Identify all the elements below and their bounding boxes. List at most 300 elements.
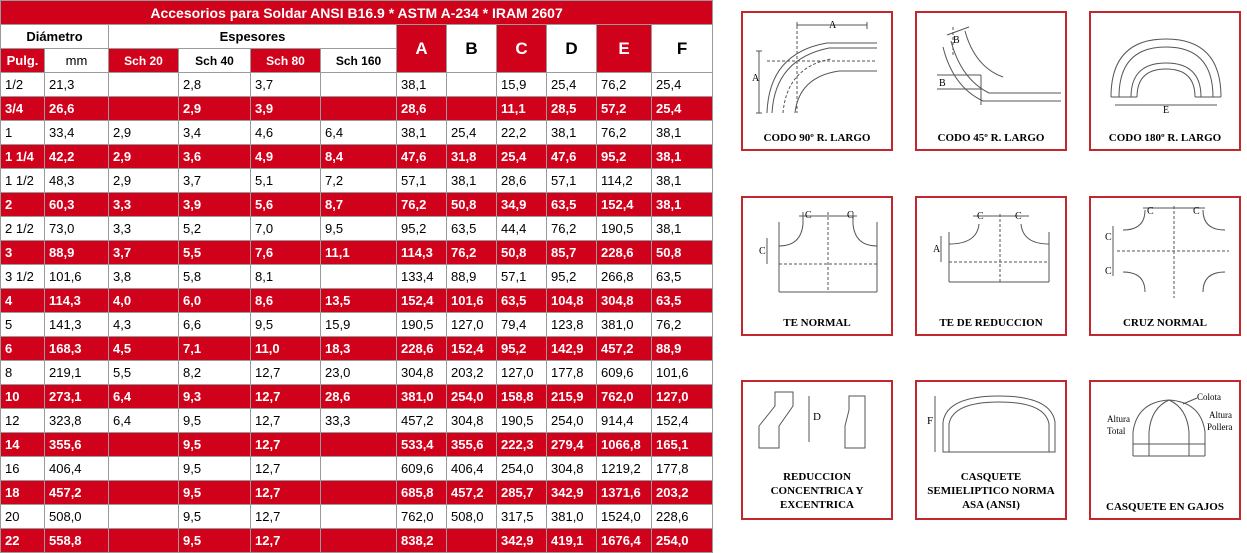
cell-sch20: [109, 505, 179, 529]
cell-d: 304,8: [547, 457, 597, 481]
cell-a: 47,6: [397, 145, 447, 169]
cell-f: 152,4: [652, 409, 713, 433]
label-altura-right: Altura: [1209, 410, 1232, 420]
cell-e: 381,0: [597, 313, 652, 337]
cell-sch160: 9,5: [321, 217, 397, 241]
cell-b: 63,5: [447, 217, 497, 241]
cell-e: 76,2: [597, 73, 652, 97]
cell-sch160: [321, 97, 397, 121]
cell-pulg: 3/4: [1, 97, 45, 121]
table-row: [1, 73, 713, 97]
header-espesores: Espesores: [109, 25, 397, 49]
cell-e: 609,6: [597, 361, 652, 385]
elbow-45-diagram: [923, 17, 1061, 117]
cell-b: [447, 529, 497, 553]
cell-pulg: 22: [1, 529, 45, 553]
cell-sch20: [109, 433, 179, 457]
cell-d: 38,1: [547, 121, 597, 145]
cell-mm: 101,6: [45, 265, 109, 289]
table-row: [1, 529, 713, 553]
cell-d: 63,5: [547, 193, 597, 217]
cell-c: 34,9: [497, 193, 547, 217]
cell-b: 38,1: [447, 169, 497, 193]
cell-b: 88,9: [447, 265, 497, 289]
cell-sch80: 12,7: [251, 529, 321, 553]
header-c: C: [497, 25, 547, 73]
cell-c: 190,5: [497, 409, 547, 433]
cell-sch80: 4,9: [251, 145, 321, 169]
cell-sch20: 3,3: [109, 217, 179, 241]
cell-d: 104,8: [547, 289, 597, 313]
cell-sch160: 13,5: [321, 289, 397, 313]
cell-pulg: 12: [1, 409, 45, 433]
dim-label-a-side: A: [752, 73, 760, 84]
cell-sch40: 3,4: [179, 121, 251, 145]
dim-label-c-side-top: C: [1105, 232, 1112, 243]
cell-c: 342,9: [497, 529, 547, 553]
cell-pulg: 1: [1, 121, 45, 145]
cell-f: 203,2: [652, 481, 713, 505]
card-te-normal: [741, 196, 893, 336]
reducing-tee-diagram: [923, 202, 1061, 302]
caption-reduccion: [743, 470, 891, 512]
cell-pulg: 4: [1, 289, 45, 313]
cell-sch160: [321, 505, 397, 529]
cell-mm: 21,3: [45, 73, 109, 97]
cell-d: 279,4: [547, 433, 597, 457]
cell-b: 25,4: [447, 121, 497, 145]
cell-sch160: [321, 433, 397, 457]
cell-f: 25,4: [652, 97, 713, 121]
dim-label-c-right: C: [847, 210, 854, 221]
cell-sch80: 11,0: [251, 337, 321, 361]
cell-sch80: 8,6: [251, 289, 321, 313]
header-sch20: Sch 20: [109, 49, 179, 73]
cell-sch40: 7,1: [179, 337, 251, 361]
label-altura-left: Altura: [1107, 414, 1130, 424]
cell-pulg: 8: [1, 361, 45, 385]
label-pollera: Pollera: [1207, 422, 1233, 432]
cell-sch40: 2,8: [179, 73, 251, 97]
cell-e: 457,2: [597, 337, 652, 361]
cell-c: 285,7: [497, 481, 547, 505]
dim-label-c-side: C: [759, 246, 766, 257]
cell-sch40: 9,5: [179, 409, 251, 433]
cell-sch80: 5,6: [251, 193, 321, 217]
cell-f: 25,4: [652, 73, 713, 97]
elbow-180-diagram: [1097, 17, 1235, 117]
cell-sch20: 2,9: [109, 169, 179, 193]
caption-casquete-gajos: CASQUETE EN GAJOS: [1106, 501, 1224, 513]
cell-e: 266,8: [597, 265, 652, 289]
cell-sch20: [109, 529, 179, 553]
cell-f: 177,8: [652, 457, 713, 481]
cell-d: 95,2: [547, 265, 597, 289]
cross-diagram: [1097, 202, 1235, 302]
cell-d: 177,8: [547, 361, 597, 385]
cell-c: 63,5: [497, 289, 547, 313]
header-mm: mm: [45, 49, 109, 73]
dim-label-a: A: [933, 244, 941, 255]
cell-sch80: 4,6: [251, 121, 321, 145]
cell-sch40: 2,9: [179, 97, 251, 121]
table-row: [1, 505, 713, 529]
cell-a: 304,8: [397, 361, 447, 385]
header-sch160: Sch 160: [321, 49, 397, 73]
cell-sch80: 12,7: [251, 505, 321, 529]
card-te-reduccion: [915, 196, 1067, 336]
cell-sch80: 12,7: [251, 481, 321, 505]
cell-a: 190,5: [397, 313, 447, 337]
cell-c: 222,3: [497, 433, 547, 457]
label-total: Total: [1107, 426, 1126, 436]
cell-pulg: 6: [1, 337, 45, 361]
table-row: [1, 217, 713, 241]
cell-sch20: 3,3: [109, 193, 179, 217]
cell-mm: 42,2: [45, 145, 109, 169]
cell-mm: 508,0: [45, 505, 109, 529]
cell-a: 114,3: [397, 241, 447, 265]
cell-sch40: 8,2: [179, 361, 251, 385]
caption-line: REDUCCION: [783, 471, 851, 483]
cell-sch80: 7,0: [251, 217, 321, 241]
cell-mm: 141,3: [45, 313, 109, 337]
cell-mm: 26,6: [45, 97, 109, 121]
cell-c: 254,0: [497, 457, 547, 481]
cell-c: 11,1: [497, 97, 547, 121]
cell-e: 228,6: [597, 241, 652, 265]
cell-mm: 73,0: [45, 217, 109, 241]
cell-c: 317,5: [497, 505, 547, 529]
cell-mm: 457,2: [45, 481, 109, 505]
cell-sch20: 3,7: [109, 241, 179, 265]
cell-mm: 48,3: [45, 169, 109, 193]
cell-c: 50,8: [497, 241, 547, 265]
cell-sch80: 12,7: [251, 433, 321, 457]
cell-sch160: [321, 529, 397, 553]
cell-d: 254,0: [547, 409, 597, 433]
table-row: [1, 337, 713, 361]
header-f: F: [652, 25, 713, 73]
cell-e: 57,2: [597, 97, 652, 121]
cell-sch160: [321, 73, 397, 97]
cell-sch80: 5,1: [251, 169, 321, 193]
table-row: [1, 457, 713, 481]
cell-pulg: 1 1/2: [1, 169, 45, 193]
table-row: [1, 433, 713, 457]
cell-pulg: 14: [1, 433, 45, 457]
table-row: [1, 481, 713, 505]
cell-a: 381,0: [397, 385, 447, 409]
cell-c: 57,1: [497, 265, 547, 289]
cell-sch40: 9,5: [179, 433, 251, 457]
caption-cruz-normal: CRUZ NORMAL: [1122, 317, 1208, 329]
caption-codo-180: CODO 180º R. LARGO: [1108, 132, 1222, 144]
cell-pulg: 10: [1, 385, 45, 409]
cell-e: 1219,2: [597, 457, 652, 481]
cell-a: 95,2: [397, 217, 447, 241]
caption-line: EXCENTRICA: [780, 499, 854, 511]
cell-pulg: 2: [1, 193, 45, 217]
cell-sch20: 4,3: [109, 313, 179, 337]
cell-sch80: 8,1: [251, 265, 321, 289]
cell-sch40: 9,3: [179, 385, 251, 409]
cell-b: 254,0: [447, 385, 497, 409]
cell-a: 838,2: [397, 529, 447, 553]
card-codo-180: [1089, 11, 1241, 151]
header-diametro: Diámetro: [1, 25, 109, 49]
cell-sch20: 5,5: [109, 361, 179, 385]
cell-sch20: 4,0: [109, 289, 179, 313]
cell-a: 762,0: [397, 505, 447, 529]
cell-sch160: [321, 457, 397, 481]
cell-f: 38,1: [652, 193, 713, 217]
cell-sch80: 9,5: [251, 313, 321, 337]
cell-sch160: 18,3: [321, 337, 397, 361]
cell-pulg: 18: [1, 481, 45, 505]
cell-f: 76,2: [652, 313, 713, 337]
cell-c: 127,0: [497, 361, 547, 385]
dim-label-c-left: C: [805, 210, 812, 221]
dim-label-c-left: C: [977, 211, 984, 222]
elliptical-cap-diagram: [923, 386, 1061, 456]
cell-pulg: 1 1/4: [1, 145, 45, 169]
cell-mm: 60,3: [45, 193, 109, 217]
cell-sch80: 3,7: [251, 73, 321, 97]
dim-label-f: F: [927, 415, 934, 427]
cell-mm: 88,9: [45, 241, 109, 265]
cell-b: 50,8: [447, 193, 497, 217]
cell-sch80: 12,7: [251, 409, 321, 433]
cell-sch160: 15,9: [321, 313, 397, 337]
cell-a: 533,4: [397, 433, 447, 457]
cell-sch80: 12,7: [251, 385, 321, 409]
header-sch80: Sch 80: [251, 49, 321, 73]
table-row: [1, 289, 713, 313]
cell-f: 38,1: [652, 217, 713, 241]
cell-pulg: 2 1/2: [1, 217, 45, 241]
table-row: [1, 193, 713, 217]
cell-a: 609,6: [397, 457, 447, 481]
header-e: E: [597, 25, 652, 73]
cell-sch40: 9,5: [179, 529, 251, 553]
cell-c: 79,4: [497, 313, 547, 337]
cell-d: 85,7: [547, 241, 597, 265]
cell-e: 76,2: [597, 121, 652, 145]
cell-d: 123,8: [547, 313, 597, 337]
cell-sch40: 5,8: [179, 265, 251, 289]
table-row: [1, 313, 713, 337]
header-d: D: [547, 25, 597, 73]
header-pulg: Pulg.: [1, 49, 45, 73]
cell-a: 152,4: [397, 289, 447, 313]
cell-c: 25,4: [497, 145, 547, 169]
header-b: B: [447, 25, 497, 73]
cell-b: 203,2: [447, 361, 497, 385]
cell-d: 47,6: [547, 145, 597, 169]
cell-sch160: [321, 481, 397, 505]
cell-b: 355,6: [447, 433, 497, 457]
caption-line: CONCENTRICA Y: [770, 485, 864, 497]
cell-a: 685,8: [397, 481, 447, 505]
caption-line: CASQUETE: [960, 471, 1022, 483]
cell-e: 1676,4: [597, 529, 652, 553]
table-row: [1, 121, 713, 145]
cell-sch160: 7,2: [321, 169, 397, 193]
cell-sch40: 5,2: [179, 217, 251, 241]
cell-sch80: 3,9: [251, 97, 321, 121]
cell-a: 38,1: [397, 73, 447, 97]
cell-d: 142,9: [547, 337, 597, 361]
cell-sch20: 2,9: [109, 145, 179, 169]
cell-sch160: 23,0: [321, 361, 397, 385]
dim-label-a-top: A: [829, 20, 837, 31]
cell-d: 342,9: [547, 481, 597, 505]
cell-mm: 355,6: [45, 433, 109, 457]
cell-sch160: 8,4: [321, 145, 397, 169]
table-row: [1, 169, 713, 193]
cell-f: 101,6: [652, 361, 713, 385]
table-row: [1, 361, 713, 385]
cell-b: 304,8: [447, 409, 497, 433]
cell-sch20: 3,8: [109, 265, 179, 289]
cell-sch40: 3,9: [179, 193, 251, 217]
cell-pulg: 5: [1, 313, 45, 337]
cell-pulg: 3 1/2: [1, 265, 45, 289]
segmented-cap-diagram: [1097, 386, 1235, 462]
cell-f: 38,1: [652, 169, 713, 193]
dim-label-d: D: [813, 411, 821, 423]
cell-mm: 406,4: [45, 457, 109, 481]
cell-b: [447, 97, 497, 121]
cell-mm: 219,1: [45, 361, 109, 385]
cell-sch40: 3,6: [179, 145, 251, 169]
cell-b: [447, 73, 497, 97]
cell-sch160: 8,7: [321, 193, 397, 217]
cell-e: 152,4: [597, 193, 652, 217]
card-casquete-gajos: [1089, 380, 1241, 520]
cell-c: 15,9: [497, 73, 547, 97]
cell-c: 44,4: [497, 217, 547, 241]
caption-line: ASA (ANSI): [962, 499, 1020, 511]
table-row: [1, 145, 713, 169]
cell-mm: 33,4: [45, 121, 109, 145]
cell-sch20: [109, 97, 179, 121]
cell-e: 914,4: [597, 409, 652, 433]
cell-a: 28,6: [397, 97, 447, 121]
cell-sch20: [109, 457, 179, 481]
cell-sch40: 5,5: [179, 241, 251, 265]
dim-label-c-side-bottom: C: [1105, 266, 1112, 277]
cell-sch80: 7,6: [251, 241, 321, 265]
cell-sch20: [109, 73, 179, 97]
reducer-diagram: [749, 386, 887, 456]
cell-e: 1066,8: [597, 433, 652, 457]
cell-sch40: 6,6: [179, 313, 251, 337]
cell-sch160: 11,1: [321, 241, 397, 265]
cell-pulg: 20: [1, 505, 45, 529]
label-colota: Colota: [1197, 392, 1221, 402]
cell-a: 457,2: [397, 409, 447, 433]
cell-sch40: 9,5: [179, 505, 251, 529]
cell-f: 63,5: [652, 289, 713, 313]
cell-mm: 558,8: [45, 529, 109, 553]
cell-pulg: 16: [1, 457, 45, 481]
cell-f: 38,1: [652, 121, 713, 145]
dim-label-c-top-left: C: [1147, 206, 1154, 217]
card-codo-45: [915, 11, 1067, 151]
cell-f: 228,6: [652, 505, 713, 529]
cell-c: 22,2: [497, 121, 547, 145]
cell-sch160: 33,3: [321, 409, 397, 433]
table-row: [1, 409, 713, 433]
cell-c: 158,8: [497, 385, 547, 409]
cell-sch40: 9,5: [179, 481, 251, 505]
cell-e: 95,2: [597, 145, 652, 169]
header-sch40: Sch 40: [179, 49, 251, 73]
cell-f: 165,1: [652, 433, 713, 457]
table-row: [1, 97, 713, 121]
cell-c: 28,6: [497, 169, 547, 193]
cell-b: 406,4: [447, 457, 497, 481]
cell-e: 190,5: [597, 217, 652, 241]
cell-a: 76,2: [397, 193, 447, 217]
card-cruz-normal: [1089, 196, 1241, 336]
cell-d: 419,1: [547, 529, 597, 553]
cell-pulg: 3: [1, 241, 45, 265]
cell-sch20: [109, 481, 179, 505]
cell-sch20: 4,5: [109, 337, 179, 361]
card-casquete-semieliptico: [915, 380, 1067, 520]
table-body: [1, 73, 713, 553]
cell-mm: 273,1: [45, 385, 109, 409]
cell-f: 88,9: [652, 337, 713, 361]
cell-b: 152,4: [447, 337, 497, 361]
dim-label-c-top-right: C: [1193, 206, 1200, 217]
cell-f: 38,1: [652, 145, 713, 169]
cell-sch160: 28,6: [321, 385, 397, 409]
table-title: Accesorios para Soldar ANSI B16.9 * ASTM A-234 * IRAM 2607: [1, 1, 713, 25]
caption-casquete-semieliptico: [917, 470, 1065, 512]
cell-f: 127,0: [652, 385, 713, 409]
cell-a: 57,1: [397, 169, 447, 193]
caption-codo-90: CODO 90º R. LARGO: [763, 132, 871, 144]
cell-mm: 323,8: [45, 409, 109, 433]
cell-sch20: 6,4: [109, 385, 179, 409]
cell-mm: 168,3: [45, 337, 109, 361]
cell-b: 457,2: [447, 481, 497, 505]
cell-sch40: 3,7: [179, 169, 251, 193]
cell-b: 508,0: [447, 505, 497, 529]
cell-d: 57,1: [547, 169, 597, 193]
cell-sch160: [321, 265, 397, 289]
cell-sch40: 9,5: [179, 457, 251, 481]
caption-te-reduccion: TE DE REDUCCION: [939, 317, 1043, 329]
cell-c: 95,2: [497, 337, 547, 361]
cell-e: 1371,6: [597, 481, 652, 505]
dim-label-b-top: B: [953, 35, 960, 46]
tee-diagram: [749, 202, 887, 302]
table-row: [1, 385, 713, 409]
cell-sch20: 2,9: [109, 121, 179, 145]
cell-f: 254,0: [652, 529, 713, 553]
cell-d: 381,0: [547, 505, 597, 529]
elbow-90-diagram: [749, 17, 887, 117]
card-codo-90: [741, 11, 893, 151]
cell-e: 304,8: [597, 289, 652, 313]
table-row: [1, 265, 713, 289]
cell-b: 127,0: [447, 313, 497, 337]
